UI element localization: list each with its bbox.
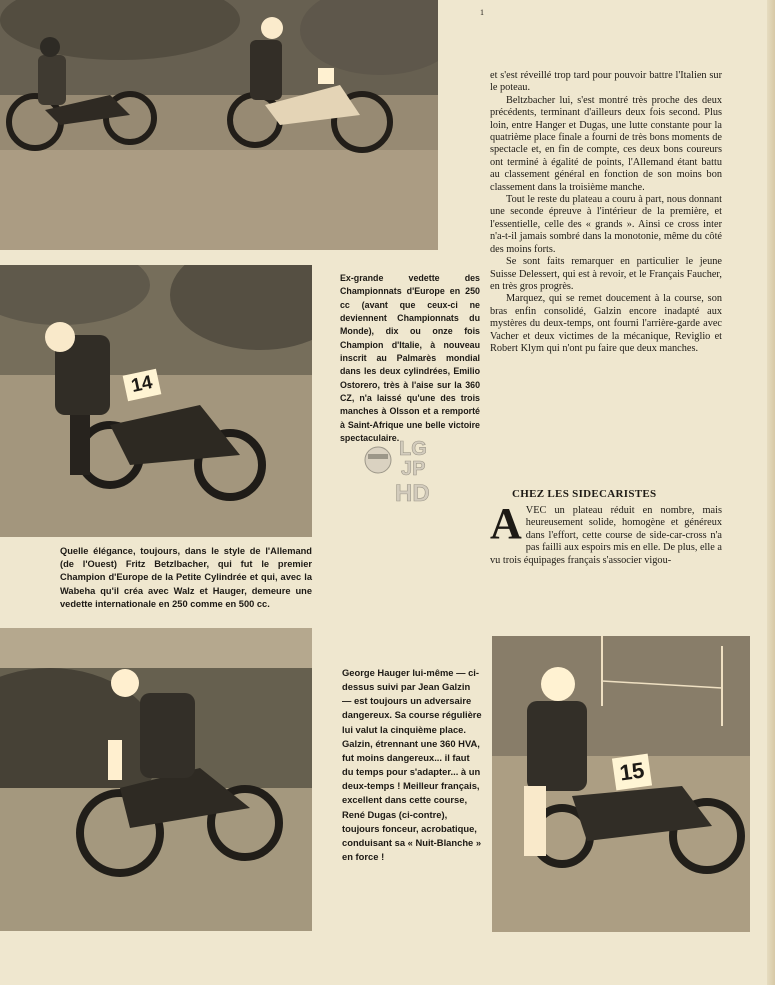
caption-betzlbacher: Quelle élégance, toujours, dans le style de l'Allemand (de l'Ouest) Fritz Betzlbacher, qui fut le premier Champion d'Europe de la Petite Cylindrée et qui, avec la Wabeha qu'il créa avec Walz et Hauger, demeure une vedette internationale en 250 comme en 500 cc. bbox=[60, 546, 312, 609]
sidecar-text: VEC un plateau réduit en nombre, mais heureusement solide, homogène et généreux dans l'effort, cette course de side-car-cross n'a pas failli aux espoirs mis en elle. De plus, elle a vu trois équipages français s'associer vigou- bbox=[490, 505, 722, 566]
watermark-line2: JP bbox=[401, 458, 426, 480]
article-paragraph: Tout le reste du plateau a couru à part, nous donnant une seconde épreuve à l'intérieur de la première, et l'essentielle, celle des « grands ». Ainsi ce cross inter n'a-t-il jamais sombré dans la monotonie, même du côté des moins forts. bbox=[490, 194, 722, 255]
caption-hauger: George Hauger lui-même — ci-dessus suivi par Jean Galzin — est toujours un adversaire dangereux. Sa course régulière lui valut la cinquième place. Galzin, étrennant une 360 HVA, fut moins dangereux... il faut du temps pour s'adapter... à un deux-temps ! Meilleur français, excellent dans cette course, René Dugas (ci-contre), toujours fonceur, acrobatique, conduisant sa « Nuit-Blanche » en force ! bbox=[342, 667, 482, 863]
photo-rider-grass bbox=[0, 628, 312, 931]
photo-rider-15 bbox=[492, 636, 750, 932]
page-edge bbox=[767, 0, 775, 985]
section-heading: CHEZ LES SIDECARISTES bbox=[512, 488, 657, 500]
page-mark: 1 bbox=[480, 8, 484, 17]
sidecar-paragraph bbox=[490, 499, 722, 567]
caption-ostorero: Ex-grande vedette des Championnats d'Europe en 250 cc (avant que ceux-ci ne deviennent Championnats du Monde), dix ou onze fois Champion d'Italie, à nouveau inscrit au Palmarès mondial dans les deux cylindrées, Emilio Ostorero, très à l'aise sur la 360 CZ, n'a laissé qu'une des trois manches à Olsson et a remporté à Saint-Afrique une belle victoire spectaculaire. bbox=[340, 273, 480, 444]
article-paragraph: Marquez, qui se remet doucement à la course, son bras enfin consolidé, Galzin encore inadapté aux mystères du deux-temps, ont fourni l'arrière-garde avec Vacher et deux victimes de la mécanique, Reviglio et Robert Klym qui n'ont pu faire que deux manches. bbox=[490, 293, 722, 354]
watermark-logo bbox=[362, 438, 432, 508]
watermark-line3: HD bbox=[395, 480, 430, 507]
article-column bbox=[490, 70, 722, 355]
bike-number-15: 15 bbox=[612, 754, 652, 791]
dropcap-letter: A bbox=[490, 499, 522, 548]
bike-number-14: 14 bbox=[123, 369, 162, 402]
watermark-line1: LG bbox=[399, 438, 427, 460]
article-paragraph: Beltzbacher lui, s'est montré très proche des deux précédents, terminant d'ailleurs deux fois second. Plus loin, entre Hanger et Dugas, une lutte constante pour la quatrième place finale a fourni de très bons moments de spectacle et, en fin de compte, ces deux bons coureurs ont terminé à égalité de points, l'Allemand étant battu au classement général en fonction de son moins bon classement dans la troisième manche. bbox=[490, 94, 722, 193]
photo-rider-14 bbox=[0, 265, 312, 537]
article-paragraph: et s'est réveillé trop tard pour pouvoir battre l'Italien sur le poteau. bbox=[490, 70, 722, 94]
article-paragraph: Se sont faits remarquer en particulier le jeune Suisse Delessert, qui est à revoir, et le Français Faucher, en très gros progrès. bbox=[490, 256, 722, 292]
photo-two-riders bbox=[0, 0, 438, 250]
